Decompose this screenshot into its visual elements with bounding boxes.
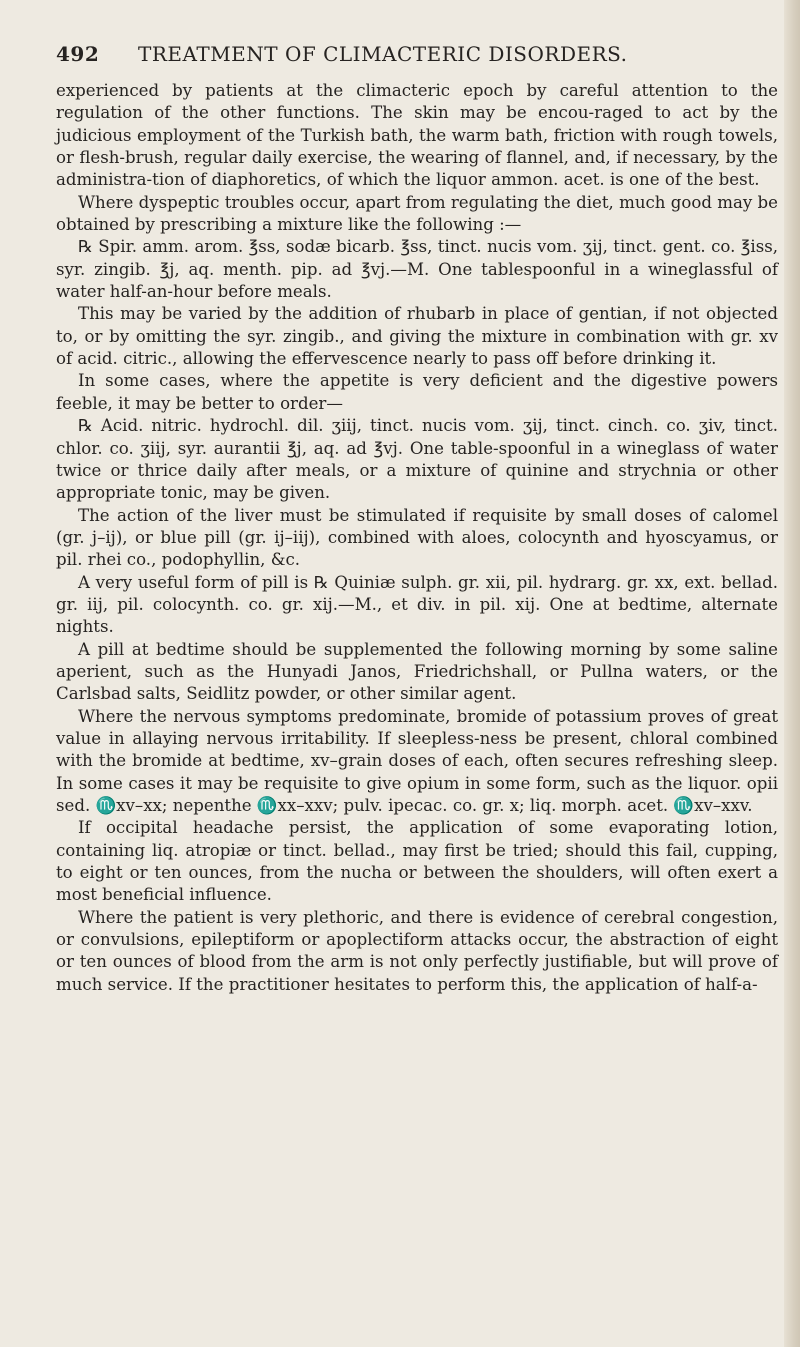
prescription-1: ℞ Spir. amm. arom. ℥ss, sodæ bicarb. ℥ss, tinct. nucis vom. ʒij, tinct. gent. co. ℥iss, syr. zingib. ℥j, aq. menth. pip. ad ℥vj.—M. One tablespoonful in a wineglassful of water half-an-hour before meals. [56,237,778,302]
paragraph-nervous: Where the nervous symptoms predominate, bromide of potassium proves of great value in allaying nervous irritability. If sleepless-ness be present, chloral combined with the bromide at bedtime, xv–grain doses of each, often secures refreshing sleep. In some cases it may be requisite to give opium in some form, such as the liquor. opii sed. ♏xv–xx; nepenthe ♏xx–xxv; pulv. ipecac. co. gr. x; liq. morph. acet. ♏xv–xxv. [56,706,778,815]
paragraph-variation: This may be varied by the addition of rhubarb in place of gentian, if not objected to, or by omitting the syr. zingib., and giving the mixture in combination with gr. xv of acid. citric., allowing the effervescence nearly to pass off before drinking it. [56,304,778,369]
paragraph-plethoric: Where the patient is very plethoric, and there is evidence of cerebral congestion, or convulsions, epileptiform or apoplectiform attacks occur, the abstraction of eight or ten ounces of blood from the arm is not only perfectly justifiable, but will prove of much service. If the practitioner hesitates to perform this, the application of half-a- [56,907,778,994]
paragraph-pill: A very useful form of pill is ℞ Quiniæ sulph. gr. xii, pil. hydrarg. gr. xx, ext. bellad. gr. iij, pil. colocynth. co. gr. xij.—M., et div. in pil. xij. One at bedtime, alternate nights. [56,572,778,637]
book-page [56,42,778,996]
paragraph-appetite: In some cases, where the appetite is very deficient and the digestive powers feeble, it may be better to order— [56,371,778,413]
paragraph-headache: If occipital headache persist, the application of some evaporating lotion, containing liq. atropiæ or tinct. bellad., may first be tried; should this fail, cupping, to eight or ten ounces, from the nucha or between the shoulders, will often exert a most beneficial influence. [56,818,778,905]
paragraph-aperient: A pill at bedtime should be supplemented the following morning by some saline aperient, such as the Hunyadi Janos, Friedrichshall, or Pullna waters, or the Carlsbad salts, Seidlitz powder, or other similar agent. [56,639,778,704]
paragraph-dyspeptic: Where dyspeptic troubles occur, apart from regulating the diet, much good may be obtained by prescribing a mixture like the following :— [56,192,778,235]
prescription-2: ℞ Acid. nitric. hydrochl. dil. ʒiij, tinct. nucis vom. ʒij, tinct. cinch. co. ʒiv, tinct. chlor. co. ʒiij, syr. aurantii ℥j, aq. ad ℥vj. One table-spoonful in a wineglass of water twice or thrice daily after meals, or a mixture of quinine and strychnia or other appropriate tonic, may be given. [56,416,778,503]
page-edge-shadow [784,0,800,1347]
page-header [56,42,778,72]
running-title: TREATMENT OF CLIMACTERIC DISORDERS. [138,42,628,66]
paragraph-continuation: experienced by patients at the climacteric epoch by careful attention to the regulation of the other functions. The skin may be encou-raged to act by the judicious employment of the Turkish bath, the warm bath, friction with rough towels, or flesh-brush, regular daily exercise, the wearing of flannel, and, if necessary, by the administra-tion of diaphoretics, of which the liquor ammon. acet. is one of the best. [56,81,778,190]
page-number: 492 [56,42,100,66]
paragraph-liver: The action of the liver must be stimulated if requisite by small doses of calomel (gr. j–ij), or blue pill (gr. ij–iij), combined with aloes, colocynth and hyoscyamus, or pil. rhei co., podophyllin, &c. [56,505,778,570]
body-text [56,80,778,996]
